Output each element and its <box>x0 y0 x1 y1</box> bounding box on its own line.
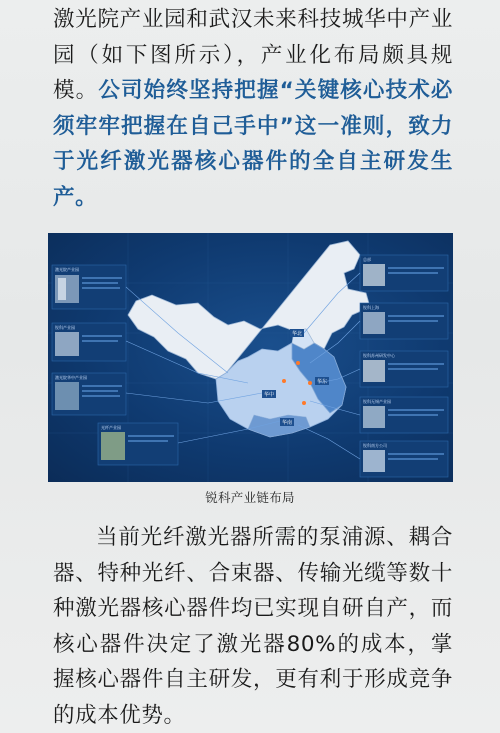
figure-caption: 锐科产业链布局 <box>205 490 295 505</box>
right-card-4 <box>360 397 448 433</box>
intro-paragraph <box>53 2 453 215</box>
right-cards <box>360 255 448 477</box>
left-card-1 <box>52 265 126 309</box>
right-card-1 <box>360 255 448 291</box>
svg-text:锐科无锡产业园: 锐科无锡产业园 <box>363 399 391 404</box>
svg-text:激光院华中产业园: 激光院华中产业园 <box>55 375 87 380</box>
region-label-north: 华北 <box>292 331 303 337</box>
region-label-south: 华南 <box>282 420 293 426</box>
left-card-3 <box>52 373 126 415</box>
intro-highlight-text: 公司始终坚持把握“关键核心技术必须牢牢把握在自己手中”这一准则，致力于光纤激光器核心器件的全自主研发生产。 <box>53 78 453 210</box>
svg-text:激光院产业园: 激光院产业园 <box>55 267 79 272</box>
body-paragraph: 当前光纤激光器所需的泵浦源、耦合器、特种光纤、合束器、传输光缆等数十种激光器核心器件均已实现自研自产，而核心器件决定了激光器80%的成本，掌握核心器件自主研发，更有利于形成竞争的成本优势。 <box>53 525 453 728</box>
industry-layout-map <box>48 233 453 482</box>
left-card-2 <box>52 323 126 361</box>
intro-text: 激光院产业园和武汉未来科技城华中产业园（如下图所示），产业化布局颇具规模。 <box>53 7 453 103</box>
region-label-central: 华中 <box>264 392 275 398</box>
right-card-5 <box>360 441 448 477</box>
region-label-east: 华东 <box>317 379 328 385</box>
svg-text:光纤产业园: 光纤产业园 <box>101 425 121 430</box>
svg-text:总部: 总部 <box>363 257 371 262</box>
map-graphic <box>48 233 453 482</box>
left-card-4 <box>98 423 178 465</box>
left-cards <box>52 265 178 465</box>
right-card-3 <box>360 351 448 387</box>
svg-text:锐科苏州研发中心: 锐科苏州研发中心 <box>363 353 395 358</box>
svg-text:锐科产业园: 锐科产业园 <box>55 325 75 330</box>
svg-text:锐科上海: 锐科上海 <box>363 305 379 310</box>
svg-text:锐科南方公司: 锐科南方公司 <box>363 443 387 448</box>
right-card-2 <box>360 303 448 339</box>
